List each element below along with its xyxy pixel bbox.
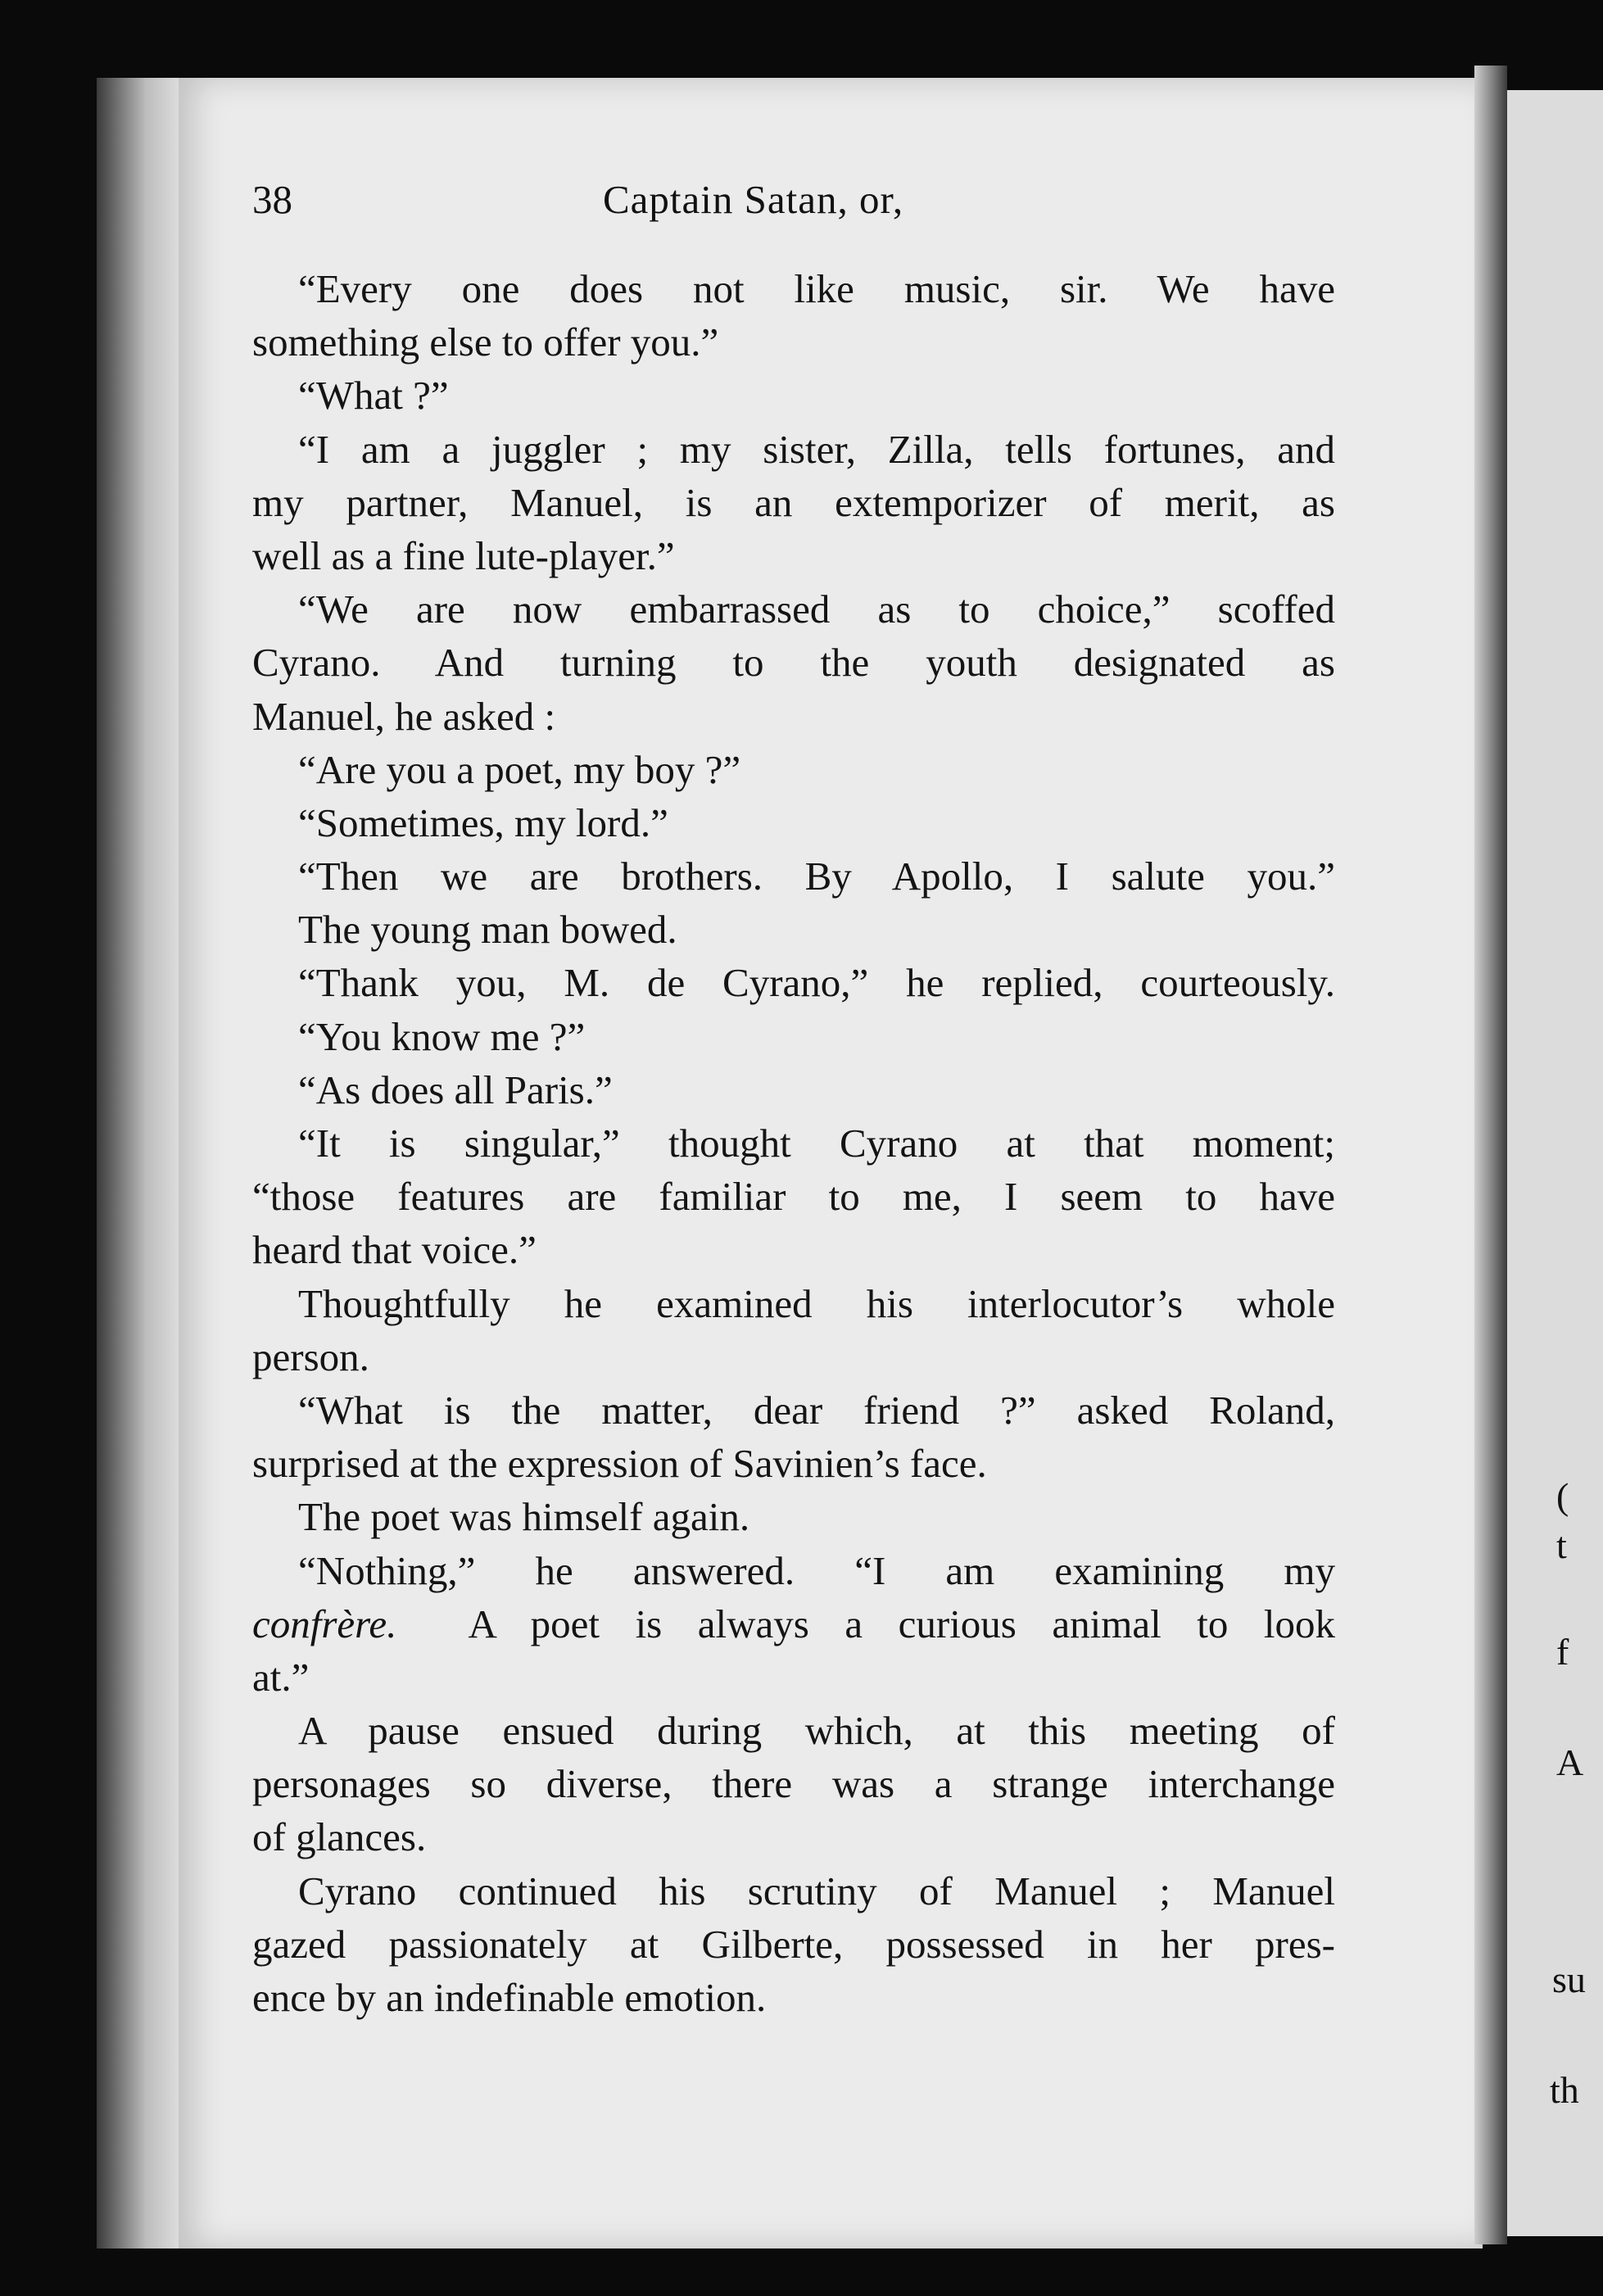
next-page-edge bbox=[1507, 90, 1603, 2236]
text-line: “Thank you, M. de Cyrano,” he replied, courteously. bbox=[298, 960, 1335, 1006]
text-line: Cyrano. And turning to the youth designated as bbox=[252, 640, 1335, 686]
text-line: A pause ensued during which, at this meeting of bbox=[298, 1708, 1335, 1754]
running-title: Captain Satan, or, bbox=[603, 177, 904, 222]
text-line: Thoughtfully he examined his interlocutor’s whole bbox=[298, 1280, 1335, 1326]
text-line: person. bbox=[252, 1334, 369, 1379]
text-line: “Then we are brothers. By Apollo, I salute you.” bbox=[298, 854, 1335, 899]
text-line: heard that voice.” bbox=[252, 1227, 537, 1273]
text-line: my partner, Manuel, is an extemporizer of merit, as bbox=[252, 479, 1335, 525]
text-line: Cyrano continued his scrutiny of Manuel ; Manuel bbox=[298, 1868, 1335, 1913]
text-line: “What ?” bbox=[298, 373, 449, 419]
body-text bbox=[252, 262, 1335, 2024]
next-page-fragment: ( bbox=[1556, 1475, 1569, 1517]
text-line: personages so diverse, there was a strange interchange bbox=[252, 1761, 1335, 1807]
text-line: “It is singular,” thought Cyrano at that moment; bbox=[298, 1121, 1335, 1166]
text-line: The poet was himself again. bbox=[298, 1494, 750, 1540]
text-line: ence by an indefinable emotion. bbox=[252, 1975, 767, 2020]
text-line: “We are now embarrassed as to choice,” scoffed bbox=[298, 586, 1335, 632]
text-line-mixed bbox=[252, 1597, 1335, 1651]
text-line: “Sometimes, my lord.” bbox=[298, 799, 668, 845]
text-line: “I am a juggler ; my sister, Zilla, tells fortunes, and bbox=[298, 426, 1335, 472]
text-line: “What is the matter, dear friend ?” asked Roland, bbox=[298, 1387, 1335, 1433]
text-line: The young man bowed. bbox=[298, 907, 677, 953]
page-header bbox=[252, 176, 1334, 233]
text-line-rest: A poet is always a curious animal to look bbox=[468, 1601, 1336, 1646]
text-line: well as a fine lute-player.” bbox=[252, 532, 675, 578]
text-line: “those features are familiar to me, I seem to have bbox=[252, 1174, 1335, 1220]
italic-word: confrère. bbox=[252, 1601, 397, 1646]
text-line: at.” bbox=[252, 1654, 310, 1700]
text-line: “Are you a poet, my boy ?” bbox=[298, 746, 741, 792]
next-page-fragment: su bbox=[1552, 1959, 1586, 2000]
text-line: of glances. bbox=[252, 1814, 427, 1860]
next-page-fragment: th bbox=[1550, 2069, 1579, 2111]
text-line: gazed passionately at Gilberte, possessed in her pres- bbox=[252, 1921, 1335, 1967]
next-page-fragment: f bbox=[1556, 1631, 1569, 1673]
text-line: “Every one does not like music, sir. We have bbox=[298, 266, 1335, 311]
page-left-edge bbox=[97, 78, 187, 2248]
next-page-fragment: A bbox=[1556, 1741, 1584, 1783]
text-line: “You know me ?” bbox=[298, 1013, 586, 1059]
text-line: Manuel, he asked : bbox=[252, 693, 556, 739]
book-gutter bbox=[1474, 66, 1507, 2244]
text-line: “Nothing,” he answered. “I am examining my bbox=[298, 1547, 1335, 1593]
text-line: surprised at the expression of Savinien’s face. bbox=[252, 1441, 987, 1487]
text-line: “As does all Paris.” bbox=[298, 1066, 613, 1112]
next-page-fragment: t bbox=[1556, 1524, 1567, 1566]
page-number: 38 bbox=[252, 177, 292, 222]
text-line: something else to offer you.” bbox=[252, 319, 719, 365]
